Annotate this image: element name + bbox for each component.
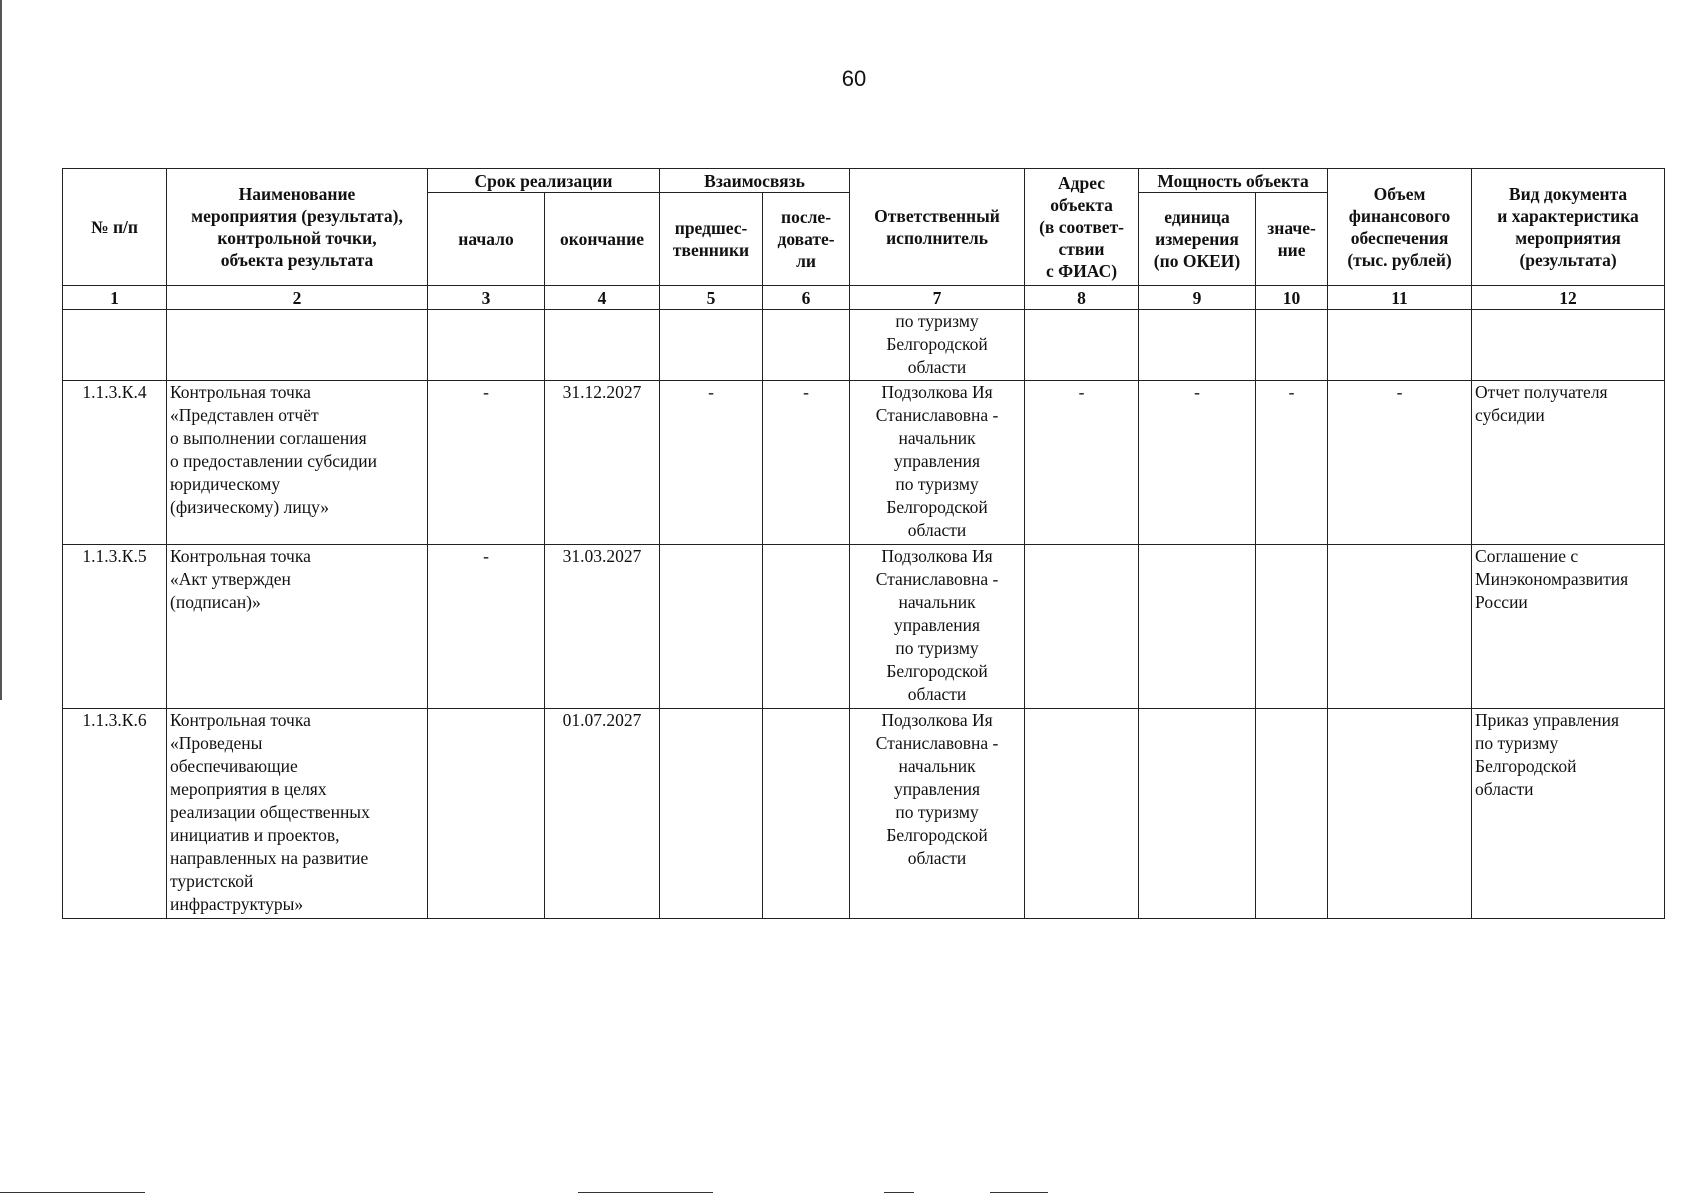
cell-start: [428, 310, 545, 381]
cell-address: [1025, 709, 1139, 919]
cell-start: -: [428, 381, 545, 545]
cell-responsible: по туризму Белгородской области: [850, 310, 1025, 381]
header-link-group: Взаимосвязь: [660, 169, 850, 193]
plan-table: [62, 168, 1665, 919]
header-doc-type: Вид документа и характеристика мероприятия (результата): [1472, 169, 1665, 286]
cell-value: -: [1256, 381, 1328, 545]
page-number: 60: [841, 66, 867, 91]
cell-unit: [1139, 545, 1256, 709]
column-number: 1: [63, 286, 167, 310]
header-power-group: Мощность объекта: [1139, 169, 1328, 193]
cell-doc: [1472, 310, 1665, 381]
table-header: [63, 169, 1665, 310]
table-body: [63, 310, 1665, 919]
cell-doc: Приказ управления по туризму Белгородской области: [1472, 709, 1665, 919]
cell-responsible: Подзолкова Ия Станиславовна - начальник управления по туризму Белгородской области: [850, 545, 1025, 709]
header-responsible: Ответственный исполнитель: [850, 169, 1025, 286]
cell-value: [1256, 545, 1328, 709]
cell-end: [545, 310, 660, 381]
header-srok-group: Срок реализации: [428, 169, 660, 193]
header-link-prev: предшес- твенники: [660, 193, 763, 286]
cell-prev: -: [660, 381, 763, 545]
column-number: 10: [1256, 286, 1328, 310]
cell-address: [1025, 545, 1139, 709]
cell-prev: [660, 310, 763, 381]
header-link-next: после- довате- ли: [763, 193, 850, 286]
column-number: 9: [1139, 286, 1256, 310]
cell-start: -: [428, 545, 545, 709]
column-number: 3: [428, 286, 545, 310]
page-left-edge: [0, 0, 2, 700]
cell-next: [763, 310, 850, 381]
column-number-row: [63, 286, 1665, 310]
cell-end: 31.03.2027: [545, 545, 660, 709]
header-finance: Объем финансового обеспечения (тыс. рублей): [1328, 169, 1472, 286]
header-srok-end: окончание: [545, 193, 660, 286]
header-srok-start: начало: [428, 193, 545, 286]
table-row: [63, 545, 1665, 709]
column-number: 6: [763, 286, 850, 310]
table-row: [63, 310, 1665, 381]
cell-prev: [660, 545, 763, 709]
header-address: Адрес объекта (в соответ- ствии с ФИАС): [1025, 169, 1139, 286]
header-power-value: значе- ние: [1256, 193, 1328, 286]
cell-next: [763, 545, 850, 709]
cell-finance: [1328, 545, 1472, 709]
column-number: 5: [660, 286, 763, 310]
cell-id: 1.1.3.К.5: [63, 545, 167, 709]
cell-end: 31.12.2027: [545, 381, 660, 545]
cell-next: [763, 709, 850, 919]
cell-value: [1256, 310, 1328, 381]
cell-unit: [1139, 310, 1256, 381]
cell-id: 1.1.3.К.4: [63, 381, 167, 545]
cell-start: [428, 709, 545, 919]
cell-unit: [1139, 709, 1256, 919]
cell-finance: [1328, 310, 1472, 381]
table-row: [63, 709, 1665, 919]
cell-name: Контрольная точка «Акт утвержден (подписан)»: [167, 545, 428, 709]
column-number: 7: [850, 286, 1025, 310]
cell-finance: -: [1328, 381, 1472, 545]
column-number: 11: [1328, 286, 1472, 310]
column-number: 2: [167, 286, 428, 310]
column-number: 8: [1025, 286, 1139, 310]
cell-next: -: [763, 381, 850, 545]
cell-id: [63, 310, 167, 381]
footer-rule: [990, 1192, 1048, 1193]
header-num: № п/п: [63, 169, 167, 286]
column-number: 4: [545, 286, 660, 310]
footer-rule: [884, 1192, 914, 1193]
cell-doc: Отчет получателя субсидии: [1472, 381, 1665, 545]
cell-finance: [1328, 709, 1472, 919]
footer-rule: [0, 1192, 145, 1193]
cell-value: [1256, 709, 1328, 919]
header-name: Наименование мероприятия (результата), контрольной точки, объекта результата: [167, 169, 428, 286]
cell-name: [167, 310, 428, 381]
cell-end: 01.07.2027: [545, 709, 660, 919]
cell-address: -: [1025, 381, 1139, 545]
cell-doc: Соглашение с Минэкономразвития России: [1472, 545, 1665, 709]
cell-id: 1.1.3.К.6: [63, 709, 167, 919]
column-number: 12: [1472, 286, 1665, 310]
cell-unit: -: [1139, 381, 1256, 545]
cell-name: Контрольная точка «Проведены обеспечивающие мероприятия в целях реализации общественных инициатив и проектов, направленных на развитие туристской инфраструктуры»: [167, 709, 428, 919]
cell-responsible: Подзолкова Ия Станиславовна - начальник управления по туризму Белгородской области: [850, 381, 1025, 545]
cell-prev: [660, 709, 763, 919]
cell-name: Контрольная точка «Представлен отчёт о выполнении соглашения о предоставлении субсидии юридическому (физическому) лицу»: [167, 381, 428, 545]
cell-address: [1025, 310, 1139, 381]
cell-responsible: Подзолкова Ия Станиславовна - начальник управления по туризму Белгородской области: [850, 709, 1025, 919]
header-power-unit: единица измерения (по ОКЕИ): [1139, 193, 1256, 286]
table-row: [63, 381, 1665, 545]
footer-rule: [578, 1192, 713, 1193]
